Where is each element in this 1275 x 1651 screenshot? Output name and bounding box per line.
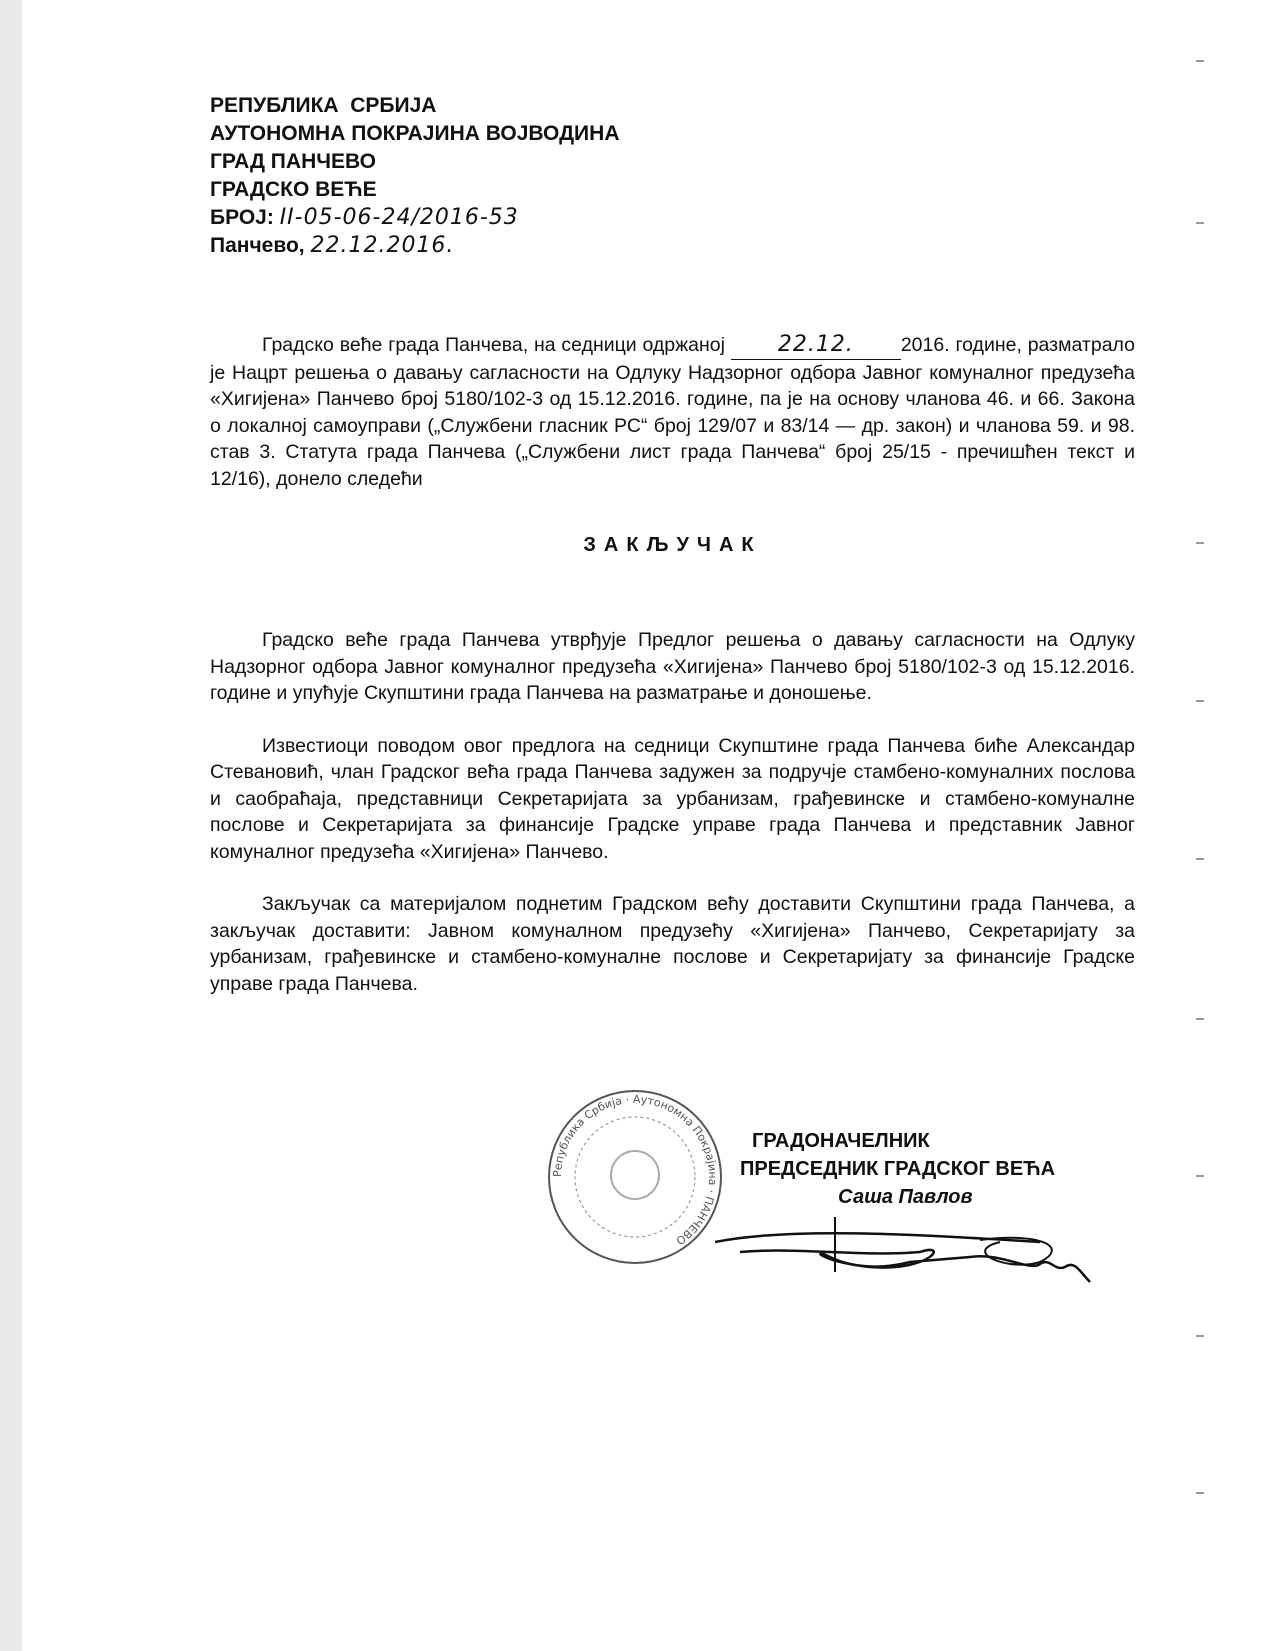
paragraph-3-text: Закључак са материјалом поднетим Градском већу доставити Скупштини града Панчева, а закључак доставити: Јавном комуналном предузећу «Хигијена» Панчево, Секретаријату за урбанизам, грађевинске и стамбено-комуналне послове и Секретаријату за финансије Градске управе града Панчева.	[210, 893, 1135, 995]
intro-text-before: Градско веће града Панчева, на седници одржаној	[262, 334, 725, 356]
signatory-title-mayor: ГРАДОНАЧЕЛНИК	[752, 1130, 930, 1152]
scan-mark	[1196, 1175, 1204, 1177]
number-value: II-05-06-24/2016-53	[279, 205, 519, 230]
date-value: 22.12.2016.	[310, 233, 455, 258]
scan-mark	[1196, 700, 1204, 702]
header-province: АУТОНОМНА ПОКРАЈИНА ВОЈВОДИНА	[210, 122, 620, 145]
scan-mark	[1196, 1335, 1204, 1337]
paragraph-1-text: Градско веће града Панчева утврђује Предлог решења о давању сагласности на Одлуку Надзорног одбора Јавног комуналног предузећа «Хигијена» Панчево број 5180/102-3 од 15.12.2016. године и упућује Скупштини града Панчева на разматрање и доношење.	[210, 629, 1135, 704]
scan-mark	[1196, 542, 1204, 544]
scan-mark	[1196, 222, 1204, 224]
document-header	[210, 92, 1135, 260]
scan-mark	[1196, 858, 1204, 860]
scan-mark	[1196, 1018, 1204, 1020]
handwritten-signature	[710, 1212, 1110, 1292]
signatory-name: Саша Павлов	[838, 1186, 973, 1208]
handwritten-session-date: 22.12.	[777, 332, 854, 357]
official-stamp	[545, 1087, 725, 1267]
paragraph-2	[210, 733, 1135, 866]
intro-paragraph	[210, 332, 1135, 492]
header-republic: РЕПУБЛИКА СРБИЈА	[210, 94, 437, 117]
header-city: ГРАД ПАНЧЕВО	[210, 150, 376, 173]
scan-edge	[0, 0, 22, 1651]
intro-text-after: 2016. године, разматрало је Нацрт решења о давању сагласности на Одлуку Надзорног одбора Јавног комуналног предузећа «Хигијена» Панчево број 5180/102-3 од 15.12.2016. године, па је на основу чланова 46. и 66. Закона о локалној самоуправи („Службени гласник РС“ број 129/07 и 83/14 — др. закон) и чланова 59. и 98. став 3. Статута града Панчева („Службени лист града Панчева“ број 25/15 - пречишћен текст и 12/16), донело следећи	[210, 334, 1135, 490]
signatory-title-president: ПРЕДСЕДНИК ГРАДСКОГ ВЕЋА	[740, 1158, 1056, 1180]
scan-mark	[1196, 1492, 1204, 1494]
number-label: БРОЈ:	[210, 206, 274, 229]
paragraph-1	[210, 627, 1135, 707]
svg-text:Република Србија · Аутономна П: Република Србија · Аутономна Покрајина · ПАНЧЕВО	[550, 1092, 720, 1248]
document-date	[210, 232, 1135, 260]
paragraph-2-text: Известиоци поводом овог предлога на седници Скупштине града Панчева биће Александар Стевановић, члан Градског већа града Панчева задужен за подручје стамбено-комуналних послова и саобраћаја, представници Секретаријата за урбанизам, грађевинске и стамбено-комуналне послове и Секретаријата за финансије Градске управе града Панчева и представник Јавног комуналног предузећа «Хигијена» Панчево.	[210, 734, 1135, 863]
header-council: ГРАДСКО ВЕЋЕ	[210, 178, 377, 201]
signature-area	[210, 1087, 1135, 1317]
scan-mark	[1196, 60, 1204, 62]
paragraph-3	[210, 891, 1135, 997]
place-label: Панчево,	[210, 234, 305, 257]
signature-block	[740, 1127, 1055, 1211]
document-title: ЗАКЉУЧАК	[583, 534, 762, 556]
document-body	[210, 92, 1135, 1317]
document-number	[210, 204, 1135, 232]
